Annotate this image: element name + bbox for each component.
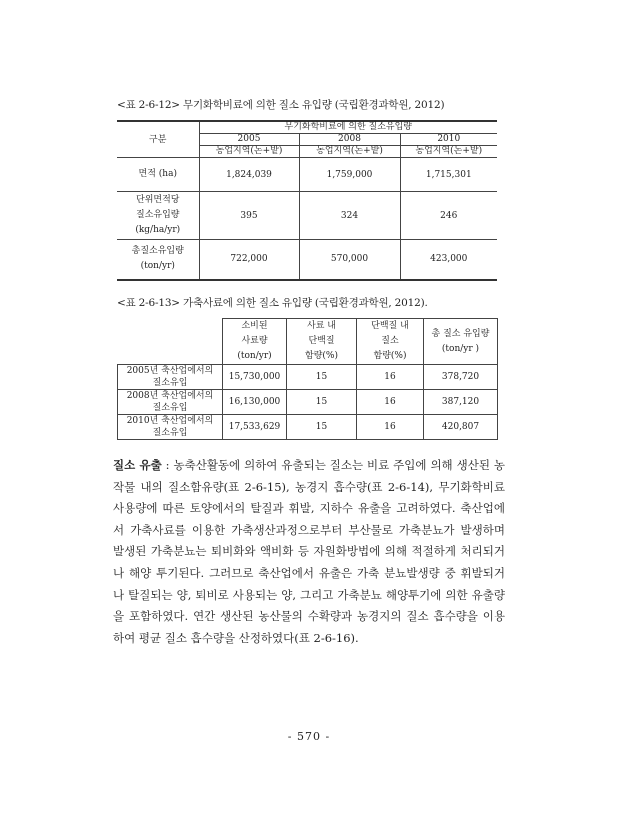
column-header: 사료 내 단백질 함량(%) <box>287 319 357 365</box>
table-cell: 15 <box>287 365 357 390</box>
table-cell: 1,824,039 <box>199 158 299 192</box>
column-header: 총 질소 유입량 (ton/yr ) <box>424 319 498 365</box>
table-cell: 378,720 <box>424 365 498 390</box>
table-cell: 387,120 <box>424 390 498 415</box>
table-cell: 16,130,000 <box>223 390 287 415</box>
table-cell: 395 <box>199 192 299 240</box>
paragraph-term: 질소 유출 <box>113 458 162 472</box>
table-cell: 15 <box>287 390 357 415</box>
body-paragraph <box>113 455 505 649</box>
row-label: 단위면적당 질소유입량 (kg/ha/yr) <box>117 192 199 240</box>
year-header: 2005 <box>199 134 299 146</box>
table-cell: 17,533,629 <box>223 415 287 440</box>
paragraph-text: : 농축산활동에 의하여 유출되는 질소는 비료 주입에 의해 생산된 농작물 내의 질소함유량(표 2-6-15), 농경지 흡수량(표 2-6-14), 무기화학비료 사용량에 따른 토양에서의 탈질과 휘발, 지하수 유출을 고려하였다. 축산업에서 가축사료를 이용한 가축생산과정으로부터 부산물로 가축분뇨가 발생하며 발생된 가축분뇨는 퇴비화와 액비화 등 자원화방법에 의해 적절하게 처리되거나 해양 투기된다. 그러므로 축산업에서 유출은 가축 분뇨발생량 중 휘발되거나 탈질되는 양, 퇴비로 사용되는 양, 그리고 가축분뇨 해양투기에 의한 유출량을 포함하였다. 연간 생산된 농산물의 수확량과 농경지의 질소 흡수량을 이용하여 평균 질소 흡수량을 산정하였다(표 2-6-16). <box>113 458 505 645</box>
column-header: 단백질 내 질소 함량(%) <box>357 319 424 365</box>
year-header: 2010 <box>400 134 497 146</box>
table-cell: 722,000 <box>199 240 299 280</box>
page-number: - 570 - <box>287 730 331 743</box>
livestock-feed-table <box>117 318 498 440</box>
table-cell: 1,759,000 <box>299 158 400 192</box>
table1-caption: <표 2-6-12> 무기화학비료에 의한 질소 유입량 (국립환경과학원, 2012) <box>117 99 445 111</box>
row-label: 2008년 축산업에서의 질소유입 <box>118 390 223 415</box>
table-cell: 423,000 <box>400 240 497 280</box>
sub-header: 농업지역(논+밭) <box>299 146 400 158</box>
row-header: 구분 <box>117 121 199 158</box>
table-cell: 16 <box>357 365 424 390</box>
sub-header: 농업지역(논+밭) <box>199 146 299 158</box>
table-cell: 15,730,000 <box>223 365 287 390</box>
row-label: 2010년 축산업에서의 질소유입 <box>118 415 223 440</box>
table-cell: 246 <box>400 192 497 240</box>
table-cell: 324 <box>299 192 400 240</box>
table-cell: 570,000 <box>299 240 400 280</box>
row-label: 면적 (ha) <box>117 158 199 192</box>
table-cell: 16 <box>357 415 424 440</box>
column-header: 소비된 사료량 (ton/yr) <box>223 319 287 365</box>
sub-header: 농업지역(논+밭) <box>400 146 497 158</box>
table-cell: 15 <box>287 415 357 440</box>
row-label: 2005년 축산업에서의 질소유입 <box>118 365 223 390</box>
group-header: 무기화학비료에 의한 질소유입량 <box>199 121 497 134</box>
table-cell: 420,807 <box>424 415 498 440</box>
table-cell: 1,715,301 <box>400 158 497 192</box>
nitrogen-fertilizer-table <box>117 120 497 281</box>
table-cell: 16 <box>357 390 424 415</box>
year-header: 2008 <box>299 134 400 146</box>
table2-caption: <표 2-6-13> 가축사료에 의한 질소 유입량 (국립환경과학원, 2012). <box>117 297 428 309</box>
row-label: 총질소유입량 (ton/yr) <box>117 240 199 280</box>
